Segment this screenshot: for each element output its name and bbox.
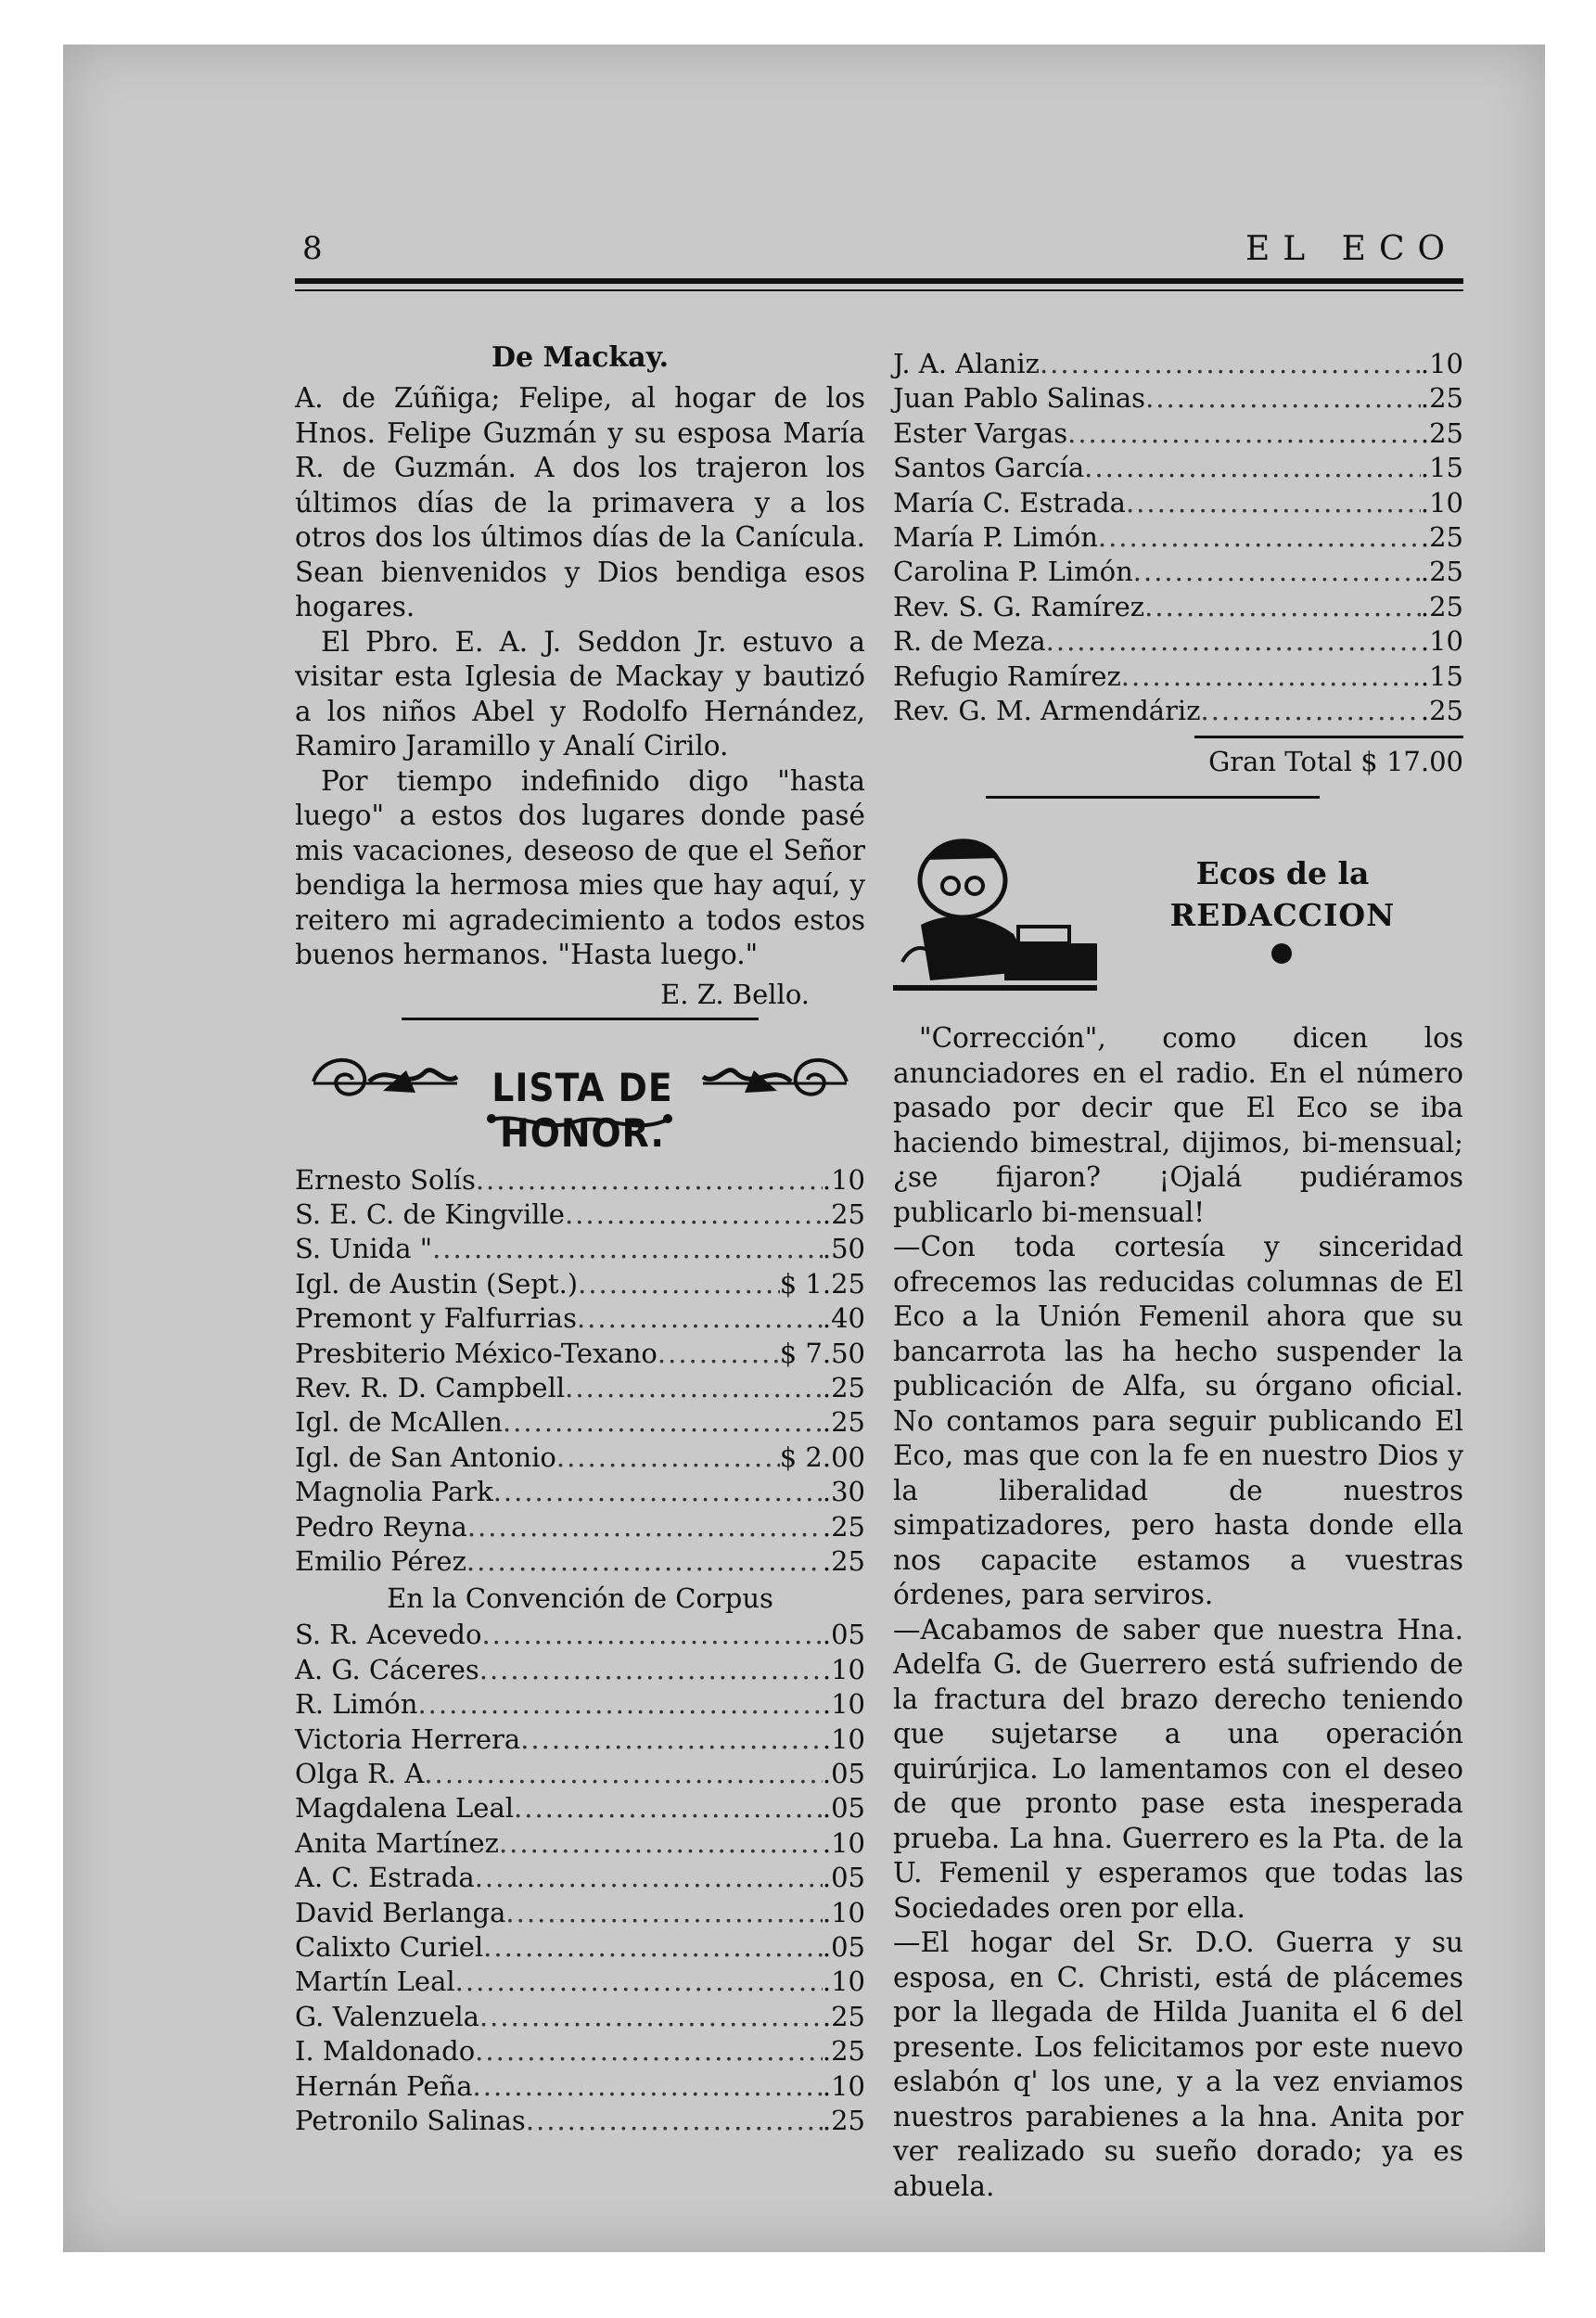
newsletter-page: [295, 230, 1463, 2202]
donation-amount: .15: [1420, 452, 1463, 484]
list-item: [295, 1618, 865, 1652]
donor-name: Calixto Curiel: [295, 1931, 484, 1964]
list-item: [893, 590, 1463, 624]
dot-leader: [503, 1405, 823, 1440]
ecos-title-line-1: Ecos de la: [1195, 855, 1370, 892]
donation-amount: .05: [822, 1862, 865, 1894]
signature: E. Z. Bello.: [660, 978, 810, 1010]
donor-name: G. Valenzuela: [295, 2000, 479, 2032]
donation-amount: .10: [822, 1826, 865, 1859]
dot-leader: [1084, 451, 1421, 485]
donation-amount: .10: [822, 1896, 865, 1928]
list-item: [295, 2069, 865, 2104]
dot-leader: [1067, 416, 1421, 451]
dot-leader: [1126, 486, 1421, 520]
section-divider: [986, 796, 1320, 799]
dot-leader: [481, 1618, 822, 1652]
donation-amount: .10: [822, 1163, 865, 1196]
list-item: [893, 555, 1463, 589]
list-item: [295, 1722, 865, 1757]
list-item: [295, 1965, 865, 1999]
donor-name: Rev. R. D. Campbell: [295, 1371, 566, 1403]
list-item: [295, 1544, 865, 1579]
dot-leader: [1201, 694, 1421, 728]
scanned-page: [63, 45, 1545, 2252]
list-item: [295, 1930, 865, 1965]
list-item: [295, 1653, 865, 1687]
donation-amount: .05: [822, 1619, 865, 1651]
dot-leader: [479, 1653, 823, 1687]
donor-name: Martín Leal: [295, 1966, 455, 1998]
dot-leader: [1046, 624, 1421, 659]
donation-amount: .25: [1420, 521, 1463, 554]
list-item: [295, 1441, 865, 1475]
list-item: [295, 1896, 865, 1930]
list-item: [295, 1163, 865, 1197]
donation-amount: $ 7.50: [779, 1337, 865, 1369]
donation-amount: .40: [822, 1302, 865, 1335]
dot-leader: [424, 1757, 823, 1791]
list-item: [893, 694, 1463, 728]
dot-leader: [479, 2000, 823, 2034]
list-item: [295, 1510, 865, 1544]
grand-total: Gran Total $ 17.00: [1208, 746, 1463, 778]
donor-name: Rev. S. G. Ramírez: [893, 590, 1145, 622]
donation-amount: .25: [1420, 382, 1463, 415]
dot-leader: [520, 1722, 823, 1757]
ecos-paragraph-2: —Con toda cortesía y sinceridad ofrecemos las reducidas columnas de El Eco a la Unión Femenil ahora que su bancarrota las ha hecho suspender la publicación de Alfa, su órgano oficial. No contamos para seguir publicando El Eco, mas que con la fe en nuestro Dios y la liberalidad de nuestros simpatizadores, pero hasta donde ella nos capacite estamos a vuestras órdenes, para serviros.: [893, 1231, 1463, 1611]
donor-name: Anita Martínez: [295, 1826, 499, 1859]
dot-leader: [493, 1475, 823, 1509]
donor-name: Santos García: [893, 452, 1085, 484]
dot-leader: [1133, 555, 1421, 589]
ecos-header: [893, 823, 1463, 1008]
bullet-dot: [1271, 943, 1292, 964]
list-item: [893, 624, 1463, 659]
honor-list-2: [295, 1618, 865, 2138]
donation-amount: .25: [822, 1371, 865, 1403]
dot-leader: [526, 2104, 823, 2138]
list-item: [295, 1757, 865, 1791]
donation-amount: $ 2.00: [779, 1441, 865, 1473]
donation-amount: .10: [822, 1722, 865, 1755]
list-item: [295, 1267, 865, 1301]
dot-leader: [514, 1791, 823, 1825]
donation-amount: .10: [822, 2069, 865, 2102]
list-item: [893, 381, 1463, 416]
donor-name: Petronilo Salinas: [295, 2105, 526, 2137]
donor-name: María C. Estrada: [893, 486, 1126, 519]
list-item: [295, 1405, 865, 1440]
donation-amount: $ 1.25: [779, 1267, 865, 1300]
donor-name: Ernesto Solís: [295, 1163, 476, 1196]
donor-name: R. Limón: [295, 1688, 418, 1721]
editor-at-desk-illustration-icon: [893, 823, 1116, 1008]
donation-amount: .25: [1420, 590, 1463, 622]
donor-name: Magdalena Leal: [295, 1792, 515, 1825]
donor-name: Hernán Peña: [295, 2069, 473, 2102]
donation-amount: .10: [1420, 625, 1463, 658]
ecos-title-line-2: REDACCION: [1169, 897, 1396, 934]
donation-amount: .25: [822, 1406, 865, 1439]
list-item: [295, 1861, 865, 1895]
list-item: [295, 2000, 865, 2034]
donor-name: Premont y Falfurrias: [295, 1302, 577, 1335]
donation-amount: .25: [822, 2000, 865, 2032]
header-rule-thin: [295, 289, 1463, 291]
donation-amount: .10: [1420, 486, 1463, 519]
donation-amount: .25: [1420, 556, 1463, 588]
donor-name: S. R. Acevedo: [295, 1619, 482, 1651]
donation-amount: .05: [822, 1792, 865, 1825]
donation-amount: .25: [822, 1544, 865, 1577]
donation-amount: .05: [822, 1758, 865, 1789]
donation-amount: .10: [822, 1688, 865, 1721]
donation-amount: .30: [822, 1476, 865, 1508]
dot-leader: [475, 1861, 823, 1895]
honor-list-3: [893, 347, 1463, 728]
donation-amount: .25: [822, 2105, 865, 2137]
ecos-paragraph-4: —El hogar del Sr. D.O. Guerra y su esposa, en C. Christi, está de plácemes por la llegada de Hilda Juanita el 6 del presente. Los felicitamos por este nuevo eslabón q' los une, y a la vez enviamos nuestros parabienes a la hna. Anita por ver realizado su sueño dorado; ya es abuela.: [893, 1927, 1463, 2202]
donation-amount: .50: [822, 1233, 865, 1265]
list-item: [295, 1371, 865, 1405]
dot-leader: [658, 1337, 780, 1371]
header-rule: [295, 278, 1463, 284]
donation-amount: .05: [822, 1931, 865, 1964]
donation-amount: .15: [1420, 660, 1463, 692]
list-item: [893, 416, 1463, 451]
total-rule: [1194, 736, 1463, 738]
donor-name: Ester Vargas: [893, 416, 1068, 449]
mackay-paragraph-2: El Pbro. E. A. J. Seddon Jr. estuvo a visitar esta Iglesia de Mackay y bautizó a los niños Abel y Rodolfo Hernández, Ramiro Jaramillo y Analí Cirilo.: [295, 625, 865, 762]
list-item: [295, 1301, 865, 1336]
list-item: [295, 1197, 865, 1232]
page-number: 8: [302, 230, 323, 267]
donor-name: Pedro Reyna: [295, 1510, 467, 1543]
list-item: [295, 1337, 865, 1371]
dot-leader: [475, 2034, 823, 2068]
donor-name: A. G. Cáceres: [295, 1653, 479, 1685]
honor-list-1: [295, 1163, 865, 1580]
dot-leader: [466, 1544, 823, 1579]
list-item: [893, 520, 1463, 555]
dot-leader: [1040, 347, 1421, 381]
list-item: [295, 1687, 865, 1722]
honor-list-title: LISTA DE HONOR.: [492, 1064, 673, 1156]
dot-leader: [476, 1163, 823, 1197]
dot-leader: [1098, 520, 1421, 555]
donor-name: I. Maldonado: [295, 2035, 476, 2068]
donor-name: S. E. C. de Kingville: [295, 1197, 565, 1230]
donation-amount: .25: [1420, 416, 1463, 449]
dot-leader: [1144, 590, 1421, 624]
list-item: [893, 347, 1463, 381]
donor-name: S. Unida ": [295, 1233, 433, 1265]
donor-name: Igl. de McAllen: [295, 1406, 503, 1439]
dot-leader: [499, 1826, 823, 1861]
list-item: [893, 660, 1463, 694]
convention-heading: En la Convención de Corpus: [387, 1582, 773, 1615]
list-item: [295, 1232, 865, 1266]
donation-amount: .25: [822, 1197, 865, 1230]
dot-leader: [505, 1896, 822, 1930]
donor-name: Refugio Ramírez: [893, 660, 1121, 692]
donor-name: Emilio Pérez: [295, 1544, 466, 1577]
donor-name: María P. Limón: [893, 521, 1098, 554]
dot-leader: [473, 2069, 823, 2104]
dot-leader: [577, 1301, 823, 1336]
dot-leader: [1121, 660, 1421, 694]
donation-amount: .25: [1420, 695, 1463, 727]
honor-list-banner: [295, 1044, 865, 1156]
list-item: [295, 1475, 865, 1509]
page-header: [295, 230, 1463, 286]
donation-amount: .10: [822, 1653, 865, 1685]
donor-name: Igl. de Austin (Sept.): [295, 1267, 579, 1300]
donor-name: David Berlanga: [295, 1896, 506, 1928]
donor-name: Igl. de San Antonio: [295, 1441, 556, 1473]
donor-name: A. C. Estrada: [295, 1862, 475, 1894]
donor-name: Victoria Herrera: [295, 1722, 521, 1755]
donor-name: Magnolia Park: [295, 1476, 493, 1508]
donation-amount: .10: [822, 1966, 865, 1998]
donor-name: Rev. G. M. Armendáriz: [893, 695, 1201, 727]
mackay-heading: De Mackay.: [491, 341, 670, 374]
section-divider: [402, 1018, 759, 1020]
donor-name: Presbiterio México-Texano: [295, 1337, 658, 1369]
donor-name: R. de Meza: [893, 625, 1046, 658]
dot-leader: [578, 1267, 780, 1301]
list-item: [295, 1791, 865, 1825]
list-item: [893, 451, 1463, 485]
list-item: [295, 2034, 865, 2068]
ecos-paragraph-3: —Acabamos de saber que nuestra Hna. Adelfa G. de Guerrero está sufriendo de la fractura del brazo derecho teniendo que sujetarse a una operación quirúrjica. Lo lamentamos con el deseo de que pronto pase esta inesperada prueba. La hna. Guerrero es la Pta. de la U. Femenil y esperamos que todas las Sociedades oren por ella.: [893, 1613, 1463, 1924]
donor-name: Juan Pablo Salinas: [893, 382, 1146, 415]
dot-leader: [432, 1232, 823, 1266]
donation-amount: .25: [822, 1510, 865, 1543]
donor-name: Carolina P. Limón: [893, 556, 1133, 588]
mackay-paragraph-1: A. de Zúñiga; Felipe, al hogar de los Hnos. Felipe Guzmán y su esposa María R. de Guzmán. A dos los trajeron los últimos días de la primavera y a los otros dos los últimos días de la Canícula. Sean bienvenidos y Dios bendiga esos hogares.: [295, 382, 865, 622]
list-item: [893, 486, 1463, 520]
dot-leader: [417, 1687, 822, 1722]
donation-amount: .25: [822, 2035, 865, 2068]
dot-leader: [483, 1930, 823, 1965]
list-item: [295, 2104, 865, 2138]
publication-title: EL ECO: [1245, 230, 1458, 268]
ecos-paragraph-1: "Corrección", como dicen los anunciadores en el radio. En el número pasado por decir que El Eco se iba haciendo bimestral, dijimos, bi-mensual; ¿se fijaron? ¡Ojalá pudiéramos publicarlo bi-mensual!: [893, 1022, 1463, 1228]
right-column: [893, 314, 1463, 2204]
dot-leader: [565, 1197, 823, 1232]
dot-leader: [556, 1441, 780, 1475]
dot-leader: [467, 1510, 823, 1544]
dot-leader: [455, 1965, 823, 1999]
mackay-paragraph-3: Por tiempo indefinido digo "hasta luego" a estos dos lugares donde pasé mis vacaciones, deseoso de que el Señor bendiga la hermosa mies que hay aquí, y reitero mi agradecimiento a todos estos buenos hermanos. "Hasta luego.": [295, 764, 865, 970]
dot-leader: [1145, 381, 1421, 416]
dot-leader: [565, 1371, 823, 1405]
left-column: [295, 314, 865, 2138]
donor-name: J. A. Alaniz: [893, 348, 1040, 379]
donation-amount: .10: [1420, 348, 1463, 379]
donor-name: Olga R. A: [295, 1758, 425, 1789]
list-item: [295, 1826, 865, 1861]
